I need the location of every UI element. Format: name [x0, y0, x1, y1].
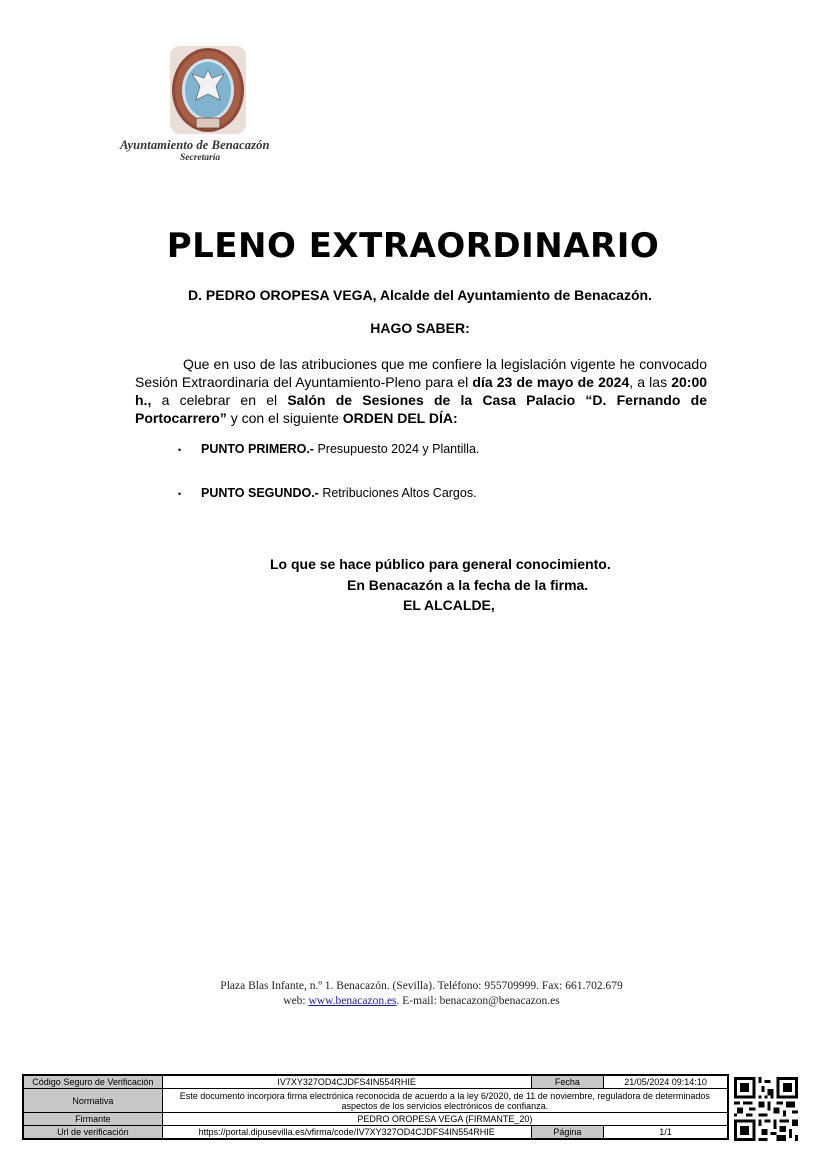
point-text: Presupuesto 2024 y Plantilla. [313, 442, 480, 456]
mayor-line [0, 287, 826, 303]
verification-box [22, 1074, 729, 1140]
date-value: 21/05/2024 09:14:10 [604, 1076, 728, 1089]
date-label: Fecha [531, 1076, 603, 1089]
closing-line-1: Lo que se hace público para general conocimiento. [270, 556, 611, 572]
verification-url[interactable]: https://portal.dipusevilla.es/vfirma/code/IV7XY327OD4CJDFS4IN554RHIE [162, 1126, 531, 1139]
page-label: Página [531, 1126, 603, 1139]
footer-contact [0, 995, 826, 1007]
point-label: PUNTO SEGUNDO.- [201, 486, 319, 500]
document-title: PLENO EXTRAORDINARIO [166, 226, 660, 266]
normativa-value: Este documento incorpora firma electrónica reconocida de acuerdo a la ley 6/2020, de 11 de noviembre, reguladora de determinados aspectos de los servicios electrónicos de confianza. [162, 1089, 727, 1113]
announcement-heading: HAGO SABER: [370, 320, 470, 336]
signer-label: Firmante [24, 1113, 163, 1126]
org-department: Secretaría [180, 153, 221, 163]
csv-label: Código Seguro de Verificación [24, 1076, 163, 1089]
municipal-seal-icon [168, 44, 248, 136]
body-text-2: , a las [629, 374, 672, 390]
bullet-icon: • [178, 489, 182, 499]
session-date: día 23 de mayo de 2024 [472, 374, 630, 390]
email-text: . E-mail: benacazon@benacazon.es [396, 995, 560, 1007]
normativa-label: Normativa [24, 1089, 163, 1113]
url-label: Url de verificación [24, 1126, 163, 1139]
body-text-3: a celebrar en el [151, 392, 288, 408]
point-text: Retribuciones Altos Cargos. [318, 486, 477, 500]
bullet-icon: • [178, 445, 182, 455]
closing-line-2: En Benacazón a la fecha de la firma. [347, 577, 589, 593]
agenda-label: ORDEN DEL DÍA: [342, 410, 458, 426]
session-time: 20:00 h., [135, 374, 708, 408]
point-label: PUNTO PRIMERO.- [201, 442, 314, 456]
body-text-4: y con el siguiente [226, 410, 343, 426]
convocation-paragraph [135, 355, 707, 427]
qr-code-icon [734, 1077, 798, 1141]
signature-title: EL ALCALDE, [403, 597, 495, 613]
session-venue: Salón de Sesiones de la Casa Palacio “D. Fernando de Portocarrero” [135, 392, 707, 426]
mayor-name: D. PEDRO OROPESA VEGA [188, 287, 373, 303]
web-label: web: [283, 995, 309, 1007]
website-link[interactable]: www.benacazon.es [308, 995, 397, 1007]
header-logo [118, 44, 298, 163]
page-value: 1/1 [604, 1126, 728, 1139]
signer-value: PEDRO OROPESA VEGA (FIRMANTE_20) [162, 1113, 727, 1126]
body-text-1: Que en uso de las atribuciones que me confiere la legislación vigente he convocado Sesión Extraordinaria del Ayuntamiento-Pleno para el [135, 356, 707, 390]
csv-value: IV7XY327OD4CJDFS4IN554RHIE [162, 1076, 531, 1089]
footer-address: Plaza Blas Infante, n.º 1. Benacazón. (Sevilla). Teléfono: 955709999. Fax: 661.702.679 [220, 980, 623, 992]
verification-table [23, 1075, 728, 1139]
mayor-role: , Alcalde del Ayuntamiento de Benacazón. [372, 287, 652, 303]
org-name: Ayuntamiento de Benacazón [120, 138, 270, 152]
